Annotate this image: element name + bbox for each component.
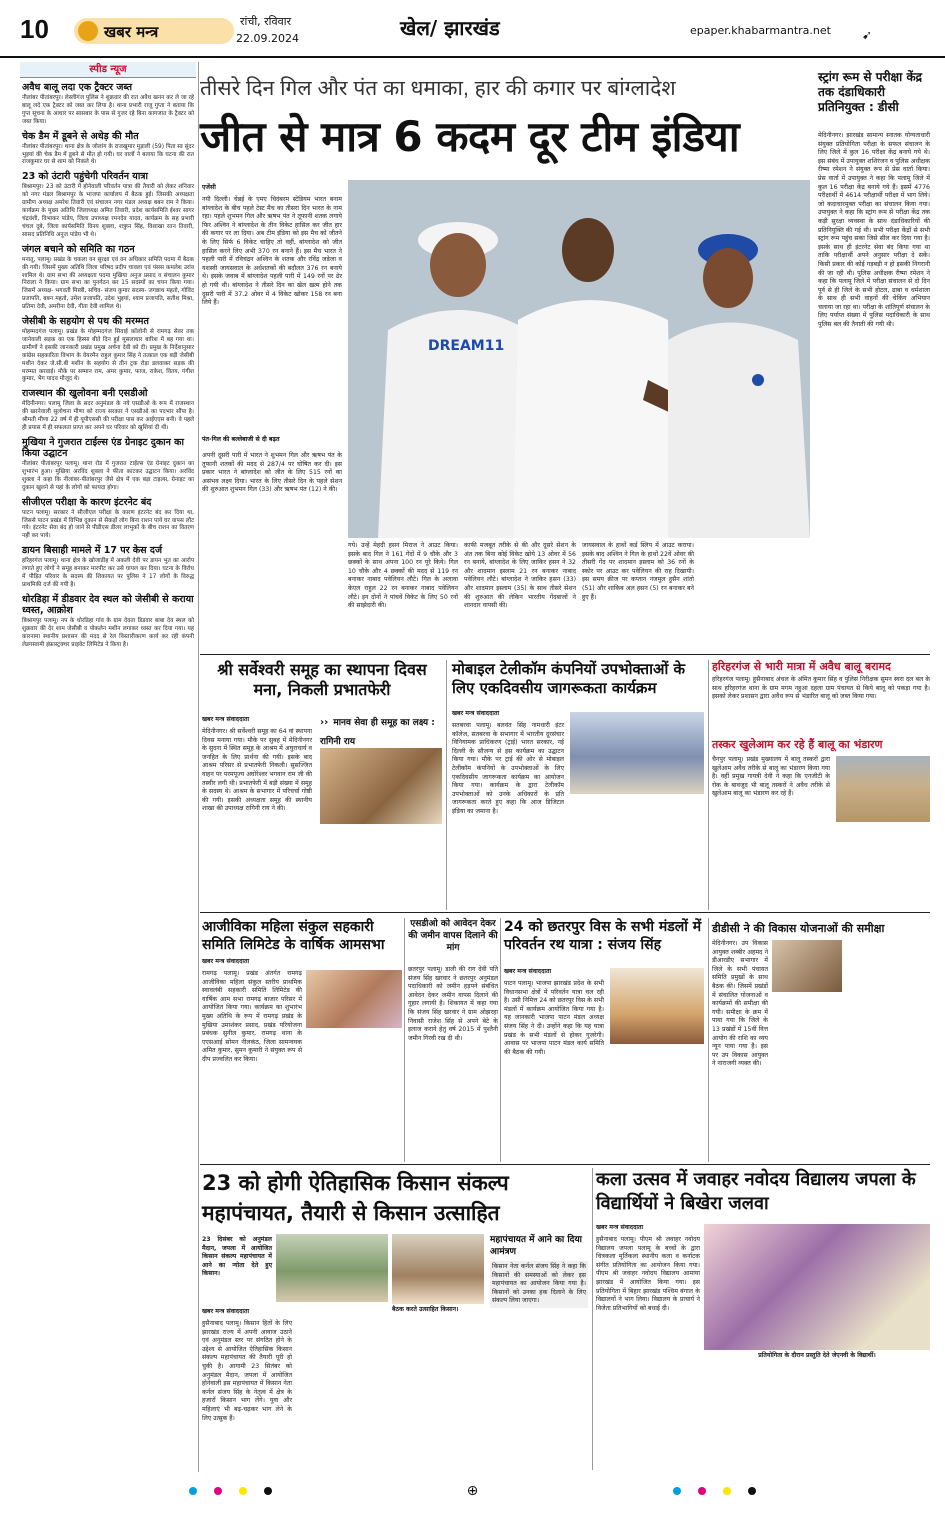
sidebar-news-item [22,594,194,650]
kisan-sidebar-headline: महापंचायत में आने का दिया आमंत्रण [490,1235,583,1257]
sidebar-news-item [22,437,194,493]
sarveshwari-photo [320,748,442,824]
quote-mark: ›› [320,717,329,728]
ddc-text2 [712,1000,930,1160]
ddc-photo [772,940,842,992]
kala-text2 [704,1366,814,1470]
sidebar-news-headline: जंगल बचाने को समिति का गठन [22,243,135,255]
sidebar-news-headline: मुखिया ने गुजरात टाईल्स एंड ग्रेनाइट दुकान का किया उद्घाटन [22,437,184,459]
sidebar-news-item [22,244,194,312]
kisan-text3 [392,1320,484,1470]
paper-logo [74,18,234,44]
sidebar-news-text: हरिहरगंज पलामू। थाना क्षेत्र के खोजाडीह में अकली देवी पर डायन भूत का आरोप लगाते हुए लोगों ने समूह बनाकर मारपीट कर उसे घायल कर दिया। घटना के विरोध में पीड़ित परिवार के सदस्य की शिकायत पर पुलिस ने 17 लोगों के विरुद्ध प्राथमिकी दर्ज की गयी है। [22,558,194,588]
registration-dot-cyan-2 [673,1487,681,1495]
sidebar-news-headline: जेसीबी के सहयोग से पथ की मरम्मत [22,316,149,328]
registration-marks [0,1478,945,1502]
ajivika-text2 [306,1032,402,1160]
sidebar-news-headline: अवैध बालू लदा एक ट्रैक्टर जब्त [22,82,133,93]
sidebar-news-text: मोहम्मदगंज पलामू। प्रखंड के मोहम्मदगंज सिवाई कॉलोनी से रामगढ़ सेवर तक जानेवाली सड़क का एक हिस्सा बीते दिन हुई मूसलाधार बारिश में बह गया था। ग्रामीणों ने इसकी जानकारी प्रखंड प्रमुख अर्चना देवी को दी। प्रमुख के निर्देशानुसार कांग्रेस सहकारिता विभाग के वेयरमैन राहुल कुमार सिंह ने तत्काल एक बड़ी जेसीबी मशीन देकर जे.सी.बी मशीन के सहयोग से तीन ट्रक रोड़ा डलवाकर सड़क की मरम्मत करवाई। मौके पर सम्मान राम, अमर कुमार, फाज, राकेश, वितय, गंगीश कुमार, भैग यादव मौजूद थे। [22,329,194,383]
sidebar-news-headline: राजस्थान की खुलोवना बनी एसडीओ [22,388,148,400]
kisan-photo-1 [276,1234,388,1302]
sidebar-news-item [22,82,194,127]
sidebar-news-headline: धोरडिहा में डीडवार देव स्थल को जेसीबी से कराया ध्वस्त, आक्रोश [22,593,194,616]
sand2-headline: तस्कर खुलेआम कर रहे हैं बालू का भंडारण [712,738,883,751]
svg-text:DREAM11: DREAM11 [428,338,505,354]
kala-text: हुसैनाबाद पलामू। पीएम श्री जवाहर नवोदय विद्यालय जपला पलामू के बच्चों के द्वारा चित्रकला मूर्तिकला स्थानीय कला व कर्नाटक संगीत प्रतियोगिता का आयोजन किया गया। पीएम श्री जवाहर नवोदय विद्यालय आमाया झारखंड में आयोजित किया गया। इस प्रतियोगिता में बिहार झारखंड पश्चिम बंगाल के विद्यालयों ने भाग लिया। विद्यालय के प्राचार्य ने विजेता प्रतिभागियों को बधाई दी। [596,1236,700,1312]
sidebar-news-headline: डायन बिसाही मामले में 17 पर केस दर्ज [22,545,163,557]
ajivika-photo [306,970,402,1028]
sarveshwari-text2 [320,828,442,906]
sidebar-news-headline: सीजीएल परीक्षा के कारण इंटरनेट बंद [22,496,152,508]
sidebar-divider [198,62,199,1472]
kala-photo [704,1224,930,1350]
registration-dot-yellow-2 [723,1487,731,1495]
sidebar-news-item [22,171,194,239]
sidebar-news-item [22,131,194,168]
crosshair-icon: ⊕ [466,1483,479,1499]
lead-headline: जीत से मात्र 6 कदम दूर टीम इंडिया [200,112,740,161]
sarveshwari-headline: श्री सर्वेश्वरी समूह का स्थापना दिवस मना, निकली प्रभातफेरी [217,660,427,699]
city-day: रांची, रविवार [240,15,292,28]
yatra-text2 [610,1048,704,1162]
lead-agency: एजेंसी [202,184,216,191]
website-link[interactable]: epaper.khabarmantra.net [690,24,831,37]
registration-dot-magenta [214,1487,222,1495]
kala-byline: खबर मन्त्र संवाददाता [596,1224,644,1231]
sdo-text: छतरपुर पलामू। डाली की राग देवी पति संजय सिंह खरवार ने छतरपुर अनुमंडल पदाधिकारी को जमीन हड़पने संबंधित आवेदन देकर जमीन वापस दिलाने की गुहार लगायी है। शिकायत में कहा गया कि संजय सिंह खरवार ने ग्राम ओझरहा निवासी राजेश सिंह से अपने बेटे के इलाज कराने हेतु वर्ष 2015 में पुश्तैनी जमीन गिरवी रख दी थी। [408,966,498,1042]
yatra-byline: खबर मन्त्र संवाददाता [504,968,552,975]
kala-text3 [820,1366,930,1470]
sand-photo [836,756,930,822]
kisan-photo-2 [392,1234,484,1304]
sidebar-news-text: मनातू, पलामू। प्रखंड के चकला वन सुरक्षा एवं वन अधिकार समिति पदमा में बैठक की गयी। जिसमें मुख्य अतिथि जिला परिषद प्रदीप चावला एवं पंसस कमलेश उरांव शामिल थे। ग्राम सभा की अध्यक्षता पदमा मुखिया अनुज प्रसाद व संचालन कुमार निराला ने किया। ग्राम सभा का पुनर्गठन कर 15 सदस्यों का चयन किया गया। जिसमें अध्यक्ष- भगवती मिस्त्री, सचिव- संजय कुमार सदस्य- जगन्नाथ महतो, गोविंद प्रजापति, बबन महतो, उमेश प्रजापति, उदेश भुइयां, श्याम प्रजापति, सतीश मिश्रा, प्रतिमा देवी, अमरीना देवी, गीता देवी शामिल थे। [22,256,194,311]
sdo-headline: एसडीओ को आवेदन देकर की जमीन वापस दिलाने की मांग [408,919,498,953]
masthead [0,0,945,58]
page-number: 10 [20,14,49,44]
ajivika-text: रामगढ़ पलामू। प्रखंड अंतर्गत रामगढ़ आजीविका महिला संकुल स्तरीय प्राथमिक स्वावलंबी सहकारी समिति लिमिटेड की वार्षिक आम सभा रामगढ़ बाजार परिसर में आयोजित किया गया। कार्यक्रम का शुभारंभ मुख्य अतिथि के रूप में रामगढ़ प्रखंड के मुखिया उमाशंकर प्रसाद, प्रखंड परियोजना प्रबंधक सुनील कुमार, रामगढ़ थाना के एएसआई सोमन नीलकंठ, जिला सामन्वयक अमित कुमार, सुमन कुमारी ने संयुक्त रूप से दीप प्रज्वलित कर किया। [202,970,302,1063]
kisan-headline: 23 को होगी ऐतिहासिक किसान संकल्प महापंचायत, तैयारी से किसान उत्साहित [202,1171,509,1225]
sarveshwari-quote [320,710,442,748]
date: 22.09.2024 [236,32,299,45]
mobile-photo [570,712,704,794]
kisan-caption: 23 दिसंबर को अनुमंडल मैदान, जपला में आयोजित किसान संकल्प महापंचायत में आने का न्योता देते हुए किसान। [202,1236,272,1278]
registration-dot-black-2 [748,1487,756,1495]
divider-v4 [500,918,501,1162]
divider-v2 [708,660,709,910]
strongroom-text: मेदिनीनगर। झारखंड सामान्य स्नातक योग्यताधारी संयुक्त प्रतियोगिता परीक्षा के सफल संचालन के लिए जिले में कुल 16 परीक्षा केंद्र बनाये गये थे। इस संबंध में उपायुक्त शशिरंजन व पुलिस अधीक्षक रीष्मा रमेशन ने संयुक्त रूप से प्रेस वार्ता किया। प्रेस वार्ता में उपायुक्त ने कहा कि पलामू जिले में कुल 16 परीक्षा केंद्र बनाये गये हैं। इसमें 4776 परीक्षार्थी में 4614 परीक्षार्थी परीक्षा में भाग लिये। जो कदाचारमुक्त परीक्षा का संचालन किया गया। उपायुक्त ने कहा कि स्ट्रांग रूम से परीक्षा केंद्र तक कड़ी सुरक्षा व्यवस्था के साथ दंडाधिकारियों की प्रतिनियुक्ति की गई थी। सभी परीक्षा केंद्रों से सभी स्ट्रांग रूम पहुंच सका जिसे सील कर दिया गया है। इसके साथ ही इंटरनेट सेवा बंद किया गया था ताकि परीक्षार्थी अपने अनुसार परीक्षा दे सकें। किसी प्रकार की कोई गड़बड़ी न हो इसकी निगरानी की जा रही थी। पुलिस अधीक्षक रीष्मा रमेशन ने कहा कि पलामू जिले में परीक्षा संचालन से दो दिन पूर्व से ही जिले के सभी होटल, ढाबा व धर्मशाला के साथ ही सभी वाहनों की चेकिंग अभियान चलाया जा रहा था। परीक्षा के शांतिपूर्ण संचालन के लिए पर्याप्त संख्या में पुलिस पदाधिकारी के साथ पुलिस बल की तैनाती की गयी थी। [818,132,930,329]
strongroom-headline: स्ट्रांग रूम से परीक्षा केंद्र तक दंडाधिकारी प्रतिनियुक्त : डीसी [818,70,923,114]
sidebar-news-text: बिश्रामपुर पलामू। नप के धोरडिहा गांव के ग्राम देवता डिडवार बाबा देव स्थल को शुक्रवार की देर शाम जेसीबी व पोकलेन मशीन लगाकर ध्वस्त कर दिया गया। यह कारनामा स्थानीय प्रशासन की मदद से रेल विस्तारीकरण कार्य कर रही कंपनी लेडगस्वामी इंफ्रास्ट्रक्चर प्राइवेट लिमिटेड ने किया है। [22,617,194,648]
kisan-byline: खबर मन्त्र संवाददाता [202,1308,250,1315]
lead-col3: काफी मजबूत तरीके से की और दूसरे सेशन के अंत तक बिना कोई विकेट खोये 13 ओवर में 56 रन बनाये, बांग्लादेश के लिए जाकिर हसन ने 32 और शादमान इस्लाम 21 रन बनाकर नाबाद पवेलियन लौटे। बांग्लादेश ने जाकिर हसन (33) और शादमान इस्लाम (35) के साथ तीसरे सेशन की शुरुआत की लेकिन भारतीय गेंदबाजों ने शानदार वापसी की। [464,542,576,610]
divider-v5 [708,918,709,1162]
registration-dot-cyan [189,1487,197,1495]
divider-v1 [446,660,447,910]
sidebar-news-headline: 23 को उंटारी पहुंचेगी परिवर्तन यात्रा [22,171,148,183]
kisan-text: हुसैनाबाद पलामू। किसान हितों के लिए झारखंड राज्य में अपनी आवाज उठाने एवं अनुमंडल स्तर पर संगठित होने के उद्देश्य से आयोजित ऐतिहासिक किसान संकल्प महापंचायत की तैयारी पूरी हो चुकी है। आगामी 23 सितंबर को अनुमंडल मैदान, जपला में आयोजित होनेवाली इस महापंचायत में किसान नेता कर्नल संजय सिंह के नेतृत्व में क्षेत्र के हजारों किसान भाग लेंगे। युवा और महिलाएं भी बढ़-चढ़कर भाग लेने के लिए उत्सुक हैं। [202,1320,292,1422]
kisan-text2 [296,1320,388,1470]
ddc-headline: डीडीसी ने की विकास योजनाओं की समीक्षा [712,922,885,935]
yatra-text: पाटन पलामू। भाजपा झारखंड प्रदेश के सभी विधानसभा क्षेत्रों में परिवर्तन यात्रा चल रही है। उसी निमित्त 24 को छतरपुर विस के सभी मंडलों में कार्यक्रम आयोजित किया गया है। यह जानकारी भाजपा पाटन मंडल अध्यक्ष संजय सिंह ने दी। उन्होंने कहा कि यह यात्रा प्रखंड के सभी मंडलों से होकर गुजरेगी। आवास पर भाजपा पाटन मंडल कार्य समिति की बैठक की गयी। [504,980,604,1056]
paper-name: खबर मन्त्र [104,23,159,41]
sidebar-news-text: पाटन पलामू। सरकार ने सीजीएल परीक्षा के कारण इंटरनेट बंद कर दिया था, जिससे पाटन प्रखंड में विभिन्न दुकान से सैकड़ों लोग बिना राशन पाये घर वापस लौट गये। इंटरनेट सेवा बंद हो जाने से पीडीएस डीलर लाभुकों के बीच राशन का वितरण नहीं कर पाये। [22,509,194,540]
lead-col2: गये। उन्हें मेहदी हसन मिराज ने आउट किया। इसके बाद गिल ने 161 गेंदों में 9 चौके और 3 छक्कों के साथ अपना 100 रन पूरे किये। गिल 10 चौके और 4 छक्कों की मदद से 119 रन बनाकर नाबाद पवेलियन लौटे। गिल के अलावा केएल राहुल 22 रन बनाकर नाबाद पवेलियन लौटे। इन दोनों ने पांचवें विकेट के लिए 50 रनों की साझेदारी की। [348,542,458,610]
registration-dot-yellow [239,1487,247,1495]
quote-text: मानव सेवा ही समूह का लक्ष्य : रागिनी राय [320,718,435,747]
left-sidebar [20,62,196,1472]
lead-kicker: तीसरे दिन गिल और पंत का धमाका, हार की कगार पर बांग्लादेश [200,77,676,100]
sidebar-title: स्पीड न्यूज [20,62,196,78]
sidebar-news-text: नीलांबर पीतांबरपुर पलामू। थाना रोड में गुजरात टाईल्स एंड ग्रेनाइट दुकान का शुभारंभ हुआ। मुखिया अरविंद शुक्ला ने फीता काटकर उद्घाटन किया। अरविंद शुक्ला ने कहा कि नीलांबर-पीतांबरपुर जैसे क्षेत्र में एक बड़ा टाइल्स, ग्रेनाइट का दुकान खुलने से यहां के लोगों को फायदा होगा। [22,461,194,491]
kala-caption: प्रतियोगिता के दौरान प्रस्तुति देते जेएनवी के विद्यार्थी। [758,1352,876,1359]
sidebar-news-text: नीलांबर पीतांबरपुर। लेस्लीगंज पुलिस ने शुक्रवार की रात अवैध खनन कर ले जा रहे बालू लदे एक ट्रैक्टर को जब्त कर लिया है। थाना प्रभारी राजू गुप्ता ने बताया कि गुप्त सूचना के आधार पर सासबार के पास से गुजर रहे बिना कागजात के ट्रैक्टर को जब्त किया। [22,95,194,125]
ajivika-byline: खबर मन्त्र संवाददाता [202,958,250,965]
sidebar-news-text: बिश्रामपुर। 23 को उंटारी में होनेवाली परिवर्तन यात्रा की तैयारी को लेकर शनिवार को नगर मंडल बिश्रामपुर के भाजपा कार्यालय में बैठक हुई। जिसकी अध्यक्षता ग्रामीण अध्यक्ष अमरेश तिवारी एवं संचालन नगर मंडल अध्यक्ष बबन राम ने किया। कार्यक्रम के मुख्य अतिथि जिलाध्यक्ष अमित तिवारी, प्रदेश कार्यसमिति ईश्वर सागर चंद्रवंशी, विभाकर पांडेय, जिला उपाध्यक्ष रमनदेव यादव, कार्यक्रम के सह प्रभारी चंचल दुबे, जिला कार्यसमिति विनय शुक्ला, शत्रुघ्न सिंह, विशाखा रतन तिवारी, सासद प्रतिनिधि अनुज पांडेय भी थे। [22,184,194,238]
mobile-text: सतबरवा पलामू। बलवंत सिंह नामधारी इंटर कॉलेज, सतबरवा के सभागार में भारतीय दूरसंचार विनियामक प्राधिकरण (ट्राई) भारत सरकार, नई दिल्ली के सौजन्य से इस कार्यक्रम का उद्घाटन किया गया। मौके पर ट्राई की ओर से मोबाइल टेलीकॉम कंपनियों के उपभोक्ताओं के लिए एकदिवसीय जागरूकता कार्यक्रम का आयोजन किया गया। कार्यक्रम के द्वारा टेलीकॉम उपभोक्ताओं को उनके अधिकारों के प्रति जागरूकता करते हुए कहा कि आज डिजिटल इंडिया का जमाना है। [452,722,564,815]
sidebar-news-item [22,316,194,384]
lead-subhead: पंत-गिल की बल्लेबाजी से दी बढ़त [202,436,280,443]
sand2-text2 [712,848,930,908]
ddc-text: मेदिनीनगर। उप विकास आयुक्त शब्बीर अहमद ने डीआरडीए सभागार में जिले के सभी पंचायत समिति प्रमुखों के साथ बैठक की। जिसमें प्रखंडों में संचालित योजनाओं व कार्यक्रमों की समीक्षा की गयी। समीक्षा के क्रम में पाया गया कि जिले के 13 प्रखंडों में 15वीं वित्त आयोग की राशि का व्यय न्यून पाया गया है। इस पर उप विकास आयुक्त ने नाराजगी व्यक्त की। [712,940,768,1068]
lead-col5 [700,542,810,650]
registration-dot-black [264,1487,272,1495]
sand2-text: चैनपुर पलामू। प्रखंड मुख्यालय में बालू तस्करों द्वारा खुलेआम अवैध तरीके से बालू का भंडारण किया गया है। वहीं प्रमुख गायत्री देवी ने कहा कि एनजीटी के रोक के बावजूद भी बालू तस्करों ने अवैध तरीके से खुलेआम बालू का भंडारण कर रहे हैं। [712,756,830,798]
sand-text: हरिहरगंज पलामू। हुसैनाबाद अंचल के अंमित कुमार सिंह व पुलिस निरीक्षक सुमन स्वरा दल बल के साथ हरिहरगंज थाना के ग्राम मगम नहुआ दहला ग्राम पंचायत से किये बालू को पकड़ा गया है। इसको लेकर प्रशासन द्वारा अवैध रूप से भंडारित बालू को जब्त किया गया। [712,676,930,701]
kala-headline: कला उत्सव में जवाहर नवोदय विद्यालय जपला के विद्यार्थियों ने बिखेरा जलवा [596,1169,916,1214]
ajivika-headline: आजीविका महिला संकुल सहकारी समिति लिमिटेड के वार्षिक आमसभा [202,919,385,953]
kisan-caption2: बैठक करते उत्साहित किसान। [392,1306,459,1313]
sarveshwari-text: मेदिनीनगर। श्री सर्वेश्वरी समूह का 64 वां स्थापना दिवस मनाया गया। मौके पर सुबह में मेदिनीनगर के सुदना में स्थित समूह के आश्रम में अघुराचार्य व जनहित के लिए प्रार्थना की गयी। इसके बाद आश्रम परिसर से प्रभातफेरी निकली। सुसज्जित वाहन पर परमपूज्य अघोरेश्वर भगवान राम जी की तस्वीर लगी थी। प्रभातफेरी में बड़ी संख्या में समूह के सदस्य थे। आश्रम के सभागार में परिचर्चा गोष्ठी की गयी। इसकी अध्यक्षता समूह की स्थानीय शाखा की उपाध्यक्ष रागिनी राय ने की। [202,728,312,813]
cricketers-illustration [348,180,810,538]
lead-col1: नयी दिल्ली। चेन्नई के एमए चिदंबरम स्टेडियम भारत बनाम बांग्लादेश के बीच पहले टेस्ट मैच का तीसरा दिन भारत के नाम रहा। पहले शुभमन गिल और ऋषभ पंत ने तूफानी शतक लगाये फिर अश्विन ने बांग्लादेश के तीन विकेट हासिल कर जीत हार की कगार पर ला दिया। अब टीम इंडिया को इस मैच को जीतने के लिए सिर्फ 6 विकेट चाहिए तो वहीं, बांग्लादेश को जीत हासिल करने लिए अभी 370 रन बनाने हैं। इस मैच भारत ने पहली पारी में रविचंद्रन अश्विन के शतक और रविंद्र जडेजा व यशस्वी जायसवाल के अर्धशतकों की बदौलत 376 रन बनाये थे। इसके जवाब में बांग्लादेश पहली पारी में 149 रनों पर ढेर हो गयी थी। बांग्लादेश ने तीसरे दिन का खेल खत्म होने तक दूसरी पारी में 37.2 ओवर में 4 विकेट खोकर 158 रन बना लिये हैं। [202,196,342,307]
yatra-photo [610,968,704,1044]
lead-col4: जायसवाल के हाथों कर्ड स्लिप में आउट कराया। इसके बाद अश्विन ने गिल के हाथों 22वें ओवर की तीसरी गेंद पर शादमान इस्लाम को 36 रनों के स्कोर पर आउट कर पवेलियन की राह दिखायी। इस समय क्रीज पर कप्तान नजमुल हुसैन शांतो (51) और शाकिब अल हसन (5) रन बनाकर बने हुए हैं। [582,542,694,601]
sarveshwari-byline: खबर मन्त्र संवाददाता [202,716,250,723]
sidebar-news-item [22,388,194,433]
divider-3 [200,1164,930,1165]
lead-col1b: अपनी दूसरी पारी में भारत ने शुभमन गिल और ऋषभ पंत के तूफानी शतकों की मदद से 287/4 पर घोषित कर दी। इस प्रकार भारत ने बांग्लादेश को जीत के लिए 515 रनों का असंभव लक्ष्य दिया। भारत के लिए तीसरे दिन के पहले सेशन की शुरुआत शुभमन गिल (33) और ऋषभ पंत (12) ने की। [202,452,342,494]
sand-headline: हरिहरगंज से भारी मात्रा में अवैध बालू बरामद [712,660,891,673]
sidebar-news-text: नीलांबर पीतांबरपुर। थाना क्षेत्र के जोलांग के राजखुमार मुड़ाली (59) पिता स्व सुंदर भुइयां की चेक डैम में डूबने से मौत हो गयी। घर वालों ने बताया कि घटना की रात राजकुमार घर से शाम को निकले थे। [22,143,194,166]
sidebar-news-text: मेदिनीनगर। पलामू जिला के सदर अनुमंडल के नये एसडीओ के रूप में राजस्थान की खरनेवाली सुलोचना मीणा को राज्य सरकार ने एसडीओ का पदभार सौंपा है। श्रीमती मीणा 22 वर्ष में ही यूपीएससी की परीक्षा पास कर आईएएस बनी। वे पहले ही प्रयास में ही सफलता प्राप्त कर अपने घर परिवार को खुशियां दी थी। [22,401,194,432]
yatra-headline: 24 को छतरपुर विस के सभी मंडलों में परिवर्तन रथ यात्रा : संजय सिंह [504,919,702,953]
mobile-byline: खबर मन्त्र संवाददाता [452,710,500,717]
divider-v6 [592,1168,593,1470]
divider-1 [200,654,930,655]
sidebar-list [20,78,196,650]
mobile-text2 [570,798,704,906]
sidebar-news-headline: चेक डैम में डूबने से अधेड़ की मौत [22,130,139,142]
cursor-icon: ➹ [862,28,873,42]
divider-v3 [404,918,405,1162]
section-title: खेल/ झारखंड [400,16,500,40]
cricket-photo [348,180,810,538]
sidebar-news-item [22,497,194,542]
logo-icon [78,21,98,41]
registration-dot-magenta-2 [698,1487,706,1495]
kisan-sidebar-text: किसान नेता कर्नल संजय सिंह ने कहा कि किसानों की समस्याओं को लेकर इस महापंचायत का आयोजन किया गया है। किसानों को उनका हक दिलाने के लिए संकल्प लिया जाएगा। [490,1261,588,1308]
kisan-sidebar [490,1234,588,1470]
divider-2 [200,912,930,913]
sidebar-news-item [22,545,194,590]
mobile-headline: मोबाइल टेलीकॉम कंपनियों उपभोक्ताओं के लिए एकदिवसीय जागरूकता कार्यक्रम [452,660,686,697]
